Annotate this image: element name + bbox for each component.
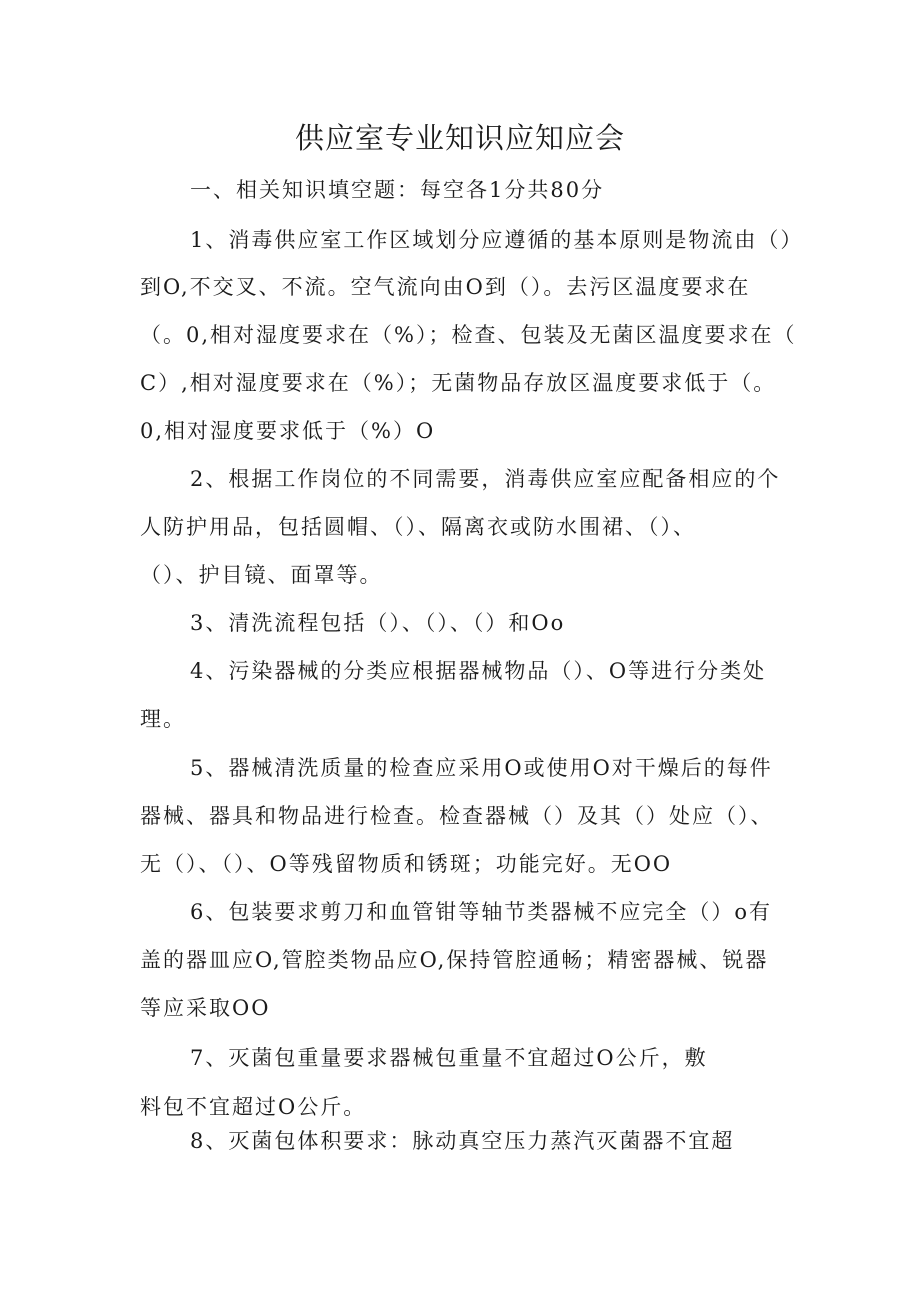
question-1-line-4: C）,相对湿度要求在（%）；无菌物品存放区温度要求低于（。 <box>140 371 777 395</box>
question-6-line-3: 等应采取OO <box>140 996 271 1020</box>
question-1-line-3: （。0,相对湿度要求在（%）；检查、包装及无菌区温度要求在（ <box>140 323 797 347</box>
question-7-line-2: 料包不宜超过O公斤。 <box>140 1095 367 1119</box>
question-1-line-1: 1、消毒供应室工作区域划分应遵循的基本原则是物流由（） <box>190 228 804 252</box>
question-4-line-2: 理。 <box>140 707 186 731</box>
question-8-line-1: 8、灭菌包体积要求：脉动真空压力蒸汽灭菌器不宜超 <box>190 1129 735 1153</box>
question-6-line-2: 盖的器皿应O,管腔类物品应O,保持管腔通畅；精密器械、锐器 <box>140 948 769 972</box>
question-1-line-5: 0,相对湿度要求低于（%）O <box>140 419 436 443</box>
question-1-line-2: 到O,不交叉、不流。空气流向由O到（）。去污区温度要求在 <box>140 275 751 299</box>
section-heading: 一、相关知识填空题：每空各1分共80分 <box>190 178 605 202</box>
question-2-line-2: 人防护用品，包括圆帽、（）、隔离衣或防水围裙、（）、 <box>140 515 696 539</box>
question-5-line-2: 器械、器具和物品进行检查。检查器械（）及其（）处应（）、 <box>140 804 774 828</box>
question-6-line-1: 6、包装要求剪刀和血管钳等轴节类器械不应完全（）o有 <box>190 900 773 924</box>
question-7-line-1: 7、灭菌包重量要求器械包重量不宜超过O公斤，敷 <box>190 1046 708 1070</box>
question-2-line-3: （）、护目镜、面罩等。 <box>140 563 383 587</box>
question-4-line-1: 4、污染器械的分类应根据器械物品（）、O等进行分类处 <box>190 659 767 683</box>
question-5-line-1: 5、器械清洗质量的检查应采用O或使用O对干燥后的每件 <box>190 756 773 780</box>
question-3-line-1: 3、清洗流程包括（）、（）、（）和Oo <box>190 611 566 635</box>
document-title: 供应室专业知识应知应会 <box>294 121 625 155</box>
question-2-line-1: 2、根据工作岗位的不同需要，消毒供应室应配备相应的个 <box>190 467 781 491</box>
question-5-line-3: 无（）、（）、O等残留物质和锈斑；功能完好。无OO <box>140 852 673 876</box>
